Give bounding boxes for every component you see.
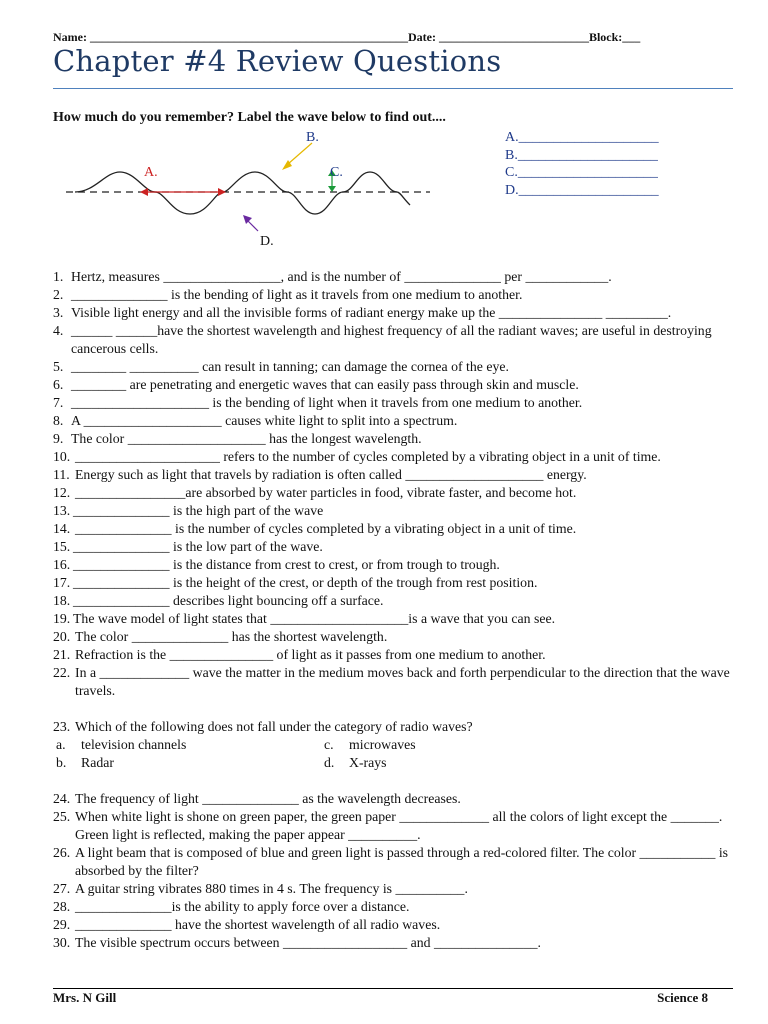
question-item: 6. ________ are penetrating and energetic waves that can easily pass through skin and muscle.	[53, 377, 579, 392]
wavelength-arrowhead-right	[218, 188, 226, 196]
label-d: D.	[260, 234, 274, 249]
question-item: 26. A light beam that is composed of blue and green light is passed through a red-colored filter. The color ___________ is absorbed by the filter?	[53, 845, 729, 878]
question-list	[53, 268, 733, 952]
question-item: 7. ____________________ is the bending of light when it travels from one medium to another.	[53, 395, 583, 410]
question-item: 3. Visible light energy and all the invisible forms of radiant energy make up the _______________ _________.	[53, 305, 672, 320]
amplitude-arrowhead-bottom	[328, 186, 336, 192]
footer-rule	[53, 988, 733, 989]
label-c: C.	[330, 165, 343, 180]
trough-pointer	[248, 221, 258, 231]
question-item: 5. ________ __________ can result in tanning; can damage the cornea of the eye.	[53, 359, 509, 374]
question-item: 29. ______________ have the shortest wavelength of all radio waves.	[53, 917, 441, 932]
question-item: 17. ______________ is the height of the crest, or depth of the trough from rest position.	[53, 575, 538, 590]
question-item: 4. ______ ______have the shortest wavelength and highest frequency of all the radiant waves; are useful in destroying cancerous cells.	[53, 323, 712, 356]
question-item: 18. ______________ describes light bouncing off a surface.	[53, 593, 384, 608]
label-a: A.	[144, 165, 158, 180]
mc-question: 23. Which of the following does not fall under the category of radio waves?	[53, 719, 473, 734]
question-item: 8. A ____________________ causes white light to split into a spectrum.	[53, 413, 458, 428]
footer-teacher: Mrs. N Gill	[53, 990, 117, 1005]
question-item: 16. ______________ is the distance from crest to crest, or from trough to trough.	[53, 557, 500, 572]
question-item: 11. Energy such as light that travels by radiation is often called ____________________ energy.	[53, 467, 587, 482]
answer-line-b[interactable]: B.____________________	[505, 147, 658, 163]
question-item: 20. The color ______________ has the shortest wavelength.	[53, 629, 388, 644]
name-date-block-line: Name: _____________________________________________________Date: _________________________Block:___	[53, 30, 641, 44]
footer-course: Science 8	[657, 990, 708, 1005]
question-item: 25. When white light is shone on green paper, the green paper _____________ all the colors of light except the _______. Green light is reflected, making the paper appear __________.	[53, 809, 723, 842]
question-item: 30. The visible spectrum occurs between __________________ and _______________.	[53, 935, 541, 950]
wave-curve	[75, 172, 397, 214]
diagram-answer-lines	[505, 129, 659, 199]
mc-option-b[interactable]: b. Radar	[56, 755, 114, 770]
diagram-instructions: How much do you remember? Label the wave below to find out....	[53, 110, 446, 125]
wavelength-arrowhead-left	[140, 188, 148, 196]
answer-line-a[interactable]: A.____________________	[505, 130, 659, 145]
wave-curve-tail	[397, 192, 410, 205]
title-underline	[53, 88, 733, 89]
wave-diagram	[60, 125, 440, 255]
mc-options	[53, 736, 733, 772]
mc-option-a[interactable]: a. television channels	[56, 737, 187, 752]
mc-option-c[interactable]: c. microwaves	[324, 737, 416, 752]
question-item: 2. ______________ is the bending of light as it travels from one medium to another.	[53, 287, 523, 302]
question-item: 27. A guitar string vibrates 880 times in 4 s. The frequency is __________.	[53, 881, 468, 896]
crest-pointer	[288, 143, 312, 164]
question-item: 22. In a _____________ wave the matter in the medium moves back and forth perpendicular to the direction that the wave travels.	[53, 665, 730, 698]
question-item: 9. The color ____________________ has the longest wavelength.	[53, 431, 422, 446]
answer-line-d[interactable]: D.____________________	[505, 182, 659, 198]
question-item: 12. ________________are absorbed by water particles in food, vibrate faster, and become hot.	[53, 485, 577, 500]
question-item: 21. Refraction is the _______________ of light as it passes from one medium to another.	[53, 647, 546, 662]
page-title: Chapter #4 Review Questions	[53, 44, 502, 78]
mc-option-d[interactable]: d. X-rays	[324, 755, 387, 770]
question-item: 10. _____________________ refers to the number of cycles completed by a vibrating object in a unit of time.	[53, 449, 661, 464]
answer-line-c[interactable]: C.____________________	[505, 165, 658, 180]
trough-arrowhead	[243, 215, 252, 224]
label-b: B.	[306, 130, 319, 145]
question-item: 14. ______________ is the number of cycles completed by a vibrating object in a unit of time.	[53, 521, 577, 536]
question-item: 13. ______________ is the high part of the wave	[53, 503, 324, 518]
question-item: 24. The frequency of light ______________ as the wavelength decreases.	[53, 791, 461, 806]
question-item: 15. ______________ is the low part of the wave.	[53, 539, 323, 554]
question-item: 1. Hertz, measures _________________, and is the number of ______________ per ____________.	[53, 269, 612, 284]
question-item: 19. The wave model of light states that ____________________is a wave that you can see.	[53, 611, 556, 626]
question-item: 28. ______________is the ability to apply force over a distance.	[53, 899, 410, 914]
